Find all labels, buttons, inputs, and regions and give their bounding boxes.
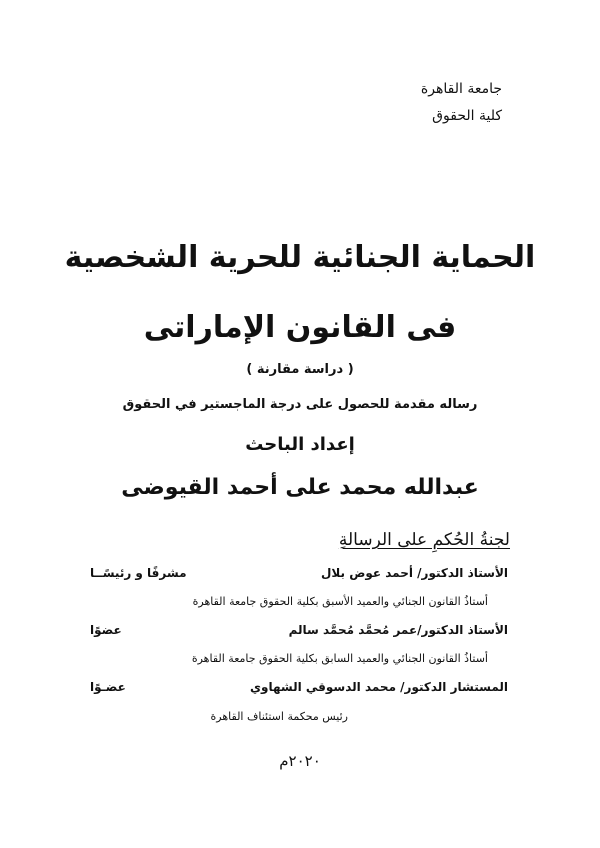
thesis-title-line-2: فى القانون الإماراتى: [143, 310, 457, 345]
committee-member-1-name: الأستاذ الدكتور/ أحمد عوض بلال: [321, 566, 508, 580]
committee-member-2-role: عضوًا: [90, 623, 122, 637]
committee-member-3-name: المستشار الدكتور/ محمد الدسوقي الشهاوي: [250, 680, 508, 694]
faculty-name: كلية الحقوق: [432, 108, 502, 124]
committee-member-2-description: أستاذُ القانون الجنائي والعميد السابق بكلية الحقوق جامعة القاهرة: [191, 652, 488, 665]
committee-member-3-description: رئيس محكمة استئناف القاهرة: [210, 710, 348, 723]
researcher-name: عبدالله محمد على أحمد القيوضى: [121, 475, 479, 500]
committee-member-1-description: أستاذُ القانون الجنائي والعميد الأسبق بكلية الحقوق جامعة القاهرة: [192, 595, 488, 608]
thesis-title-line-1: الحماية الجنائية للحرية الشخصية: [64, 240, 536, 275]
study-type: ( دراسة مقارنة ): [246, 362, 354, 377]
committee-member-2-name: الأستاذ الدكتور/عمر مُحمَّد مُحمَّد سالم: [288, 623, 508, 637]
prepared-by-label: إعداد الباحث: [245, 434, 355, 455]
publication-year: ٢٠٢٠م: [279, 752, 321, 770]
thesis-purpose-line: رساله مقدمة للحصول على درجة الماجستير في الحقوق: [122, 397, 478, 412]
committee-member-1-role: مشرفًا و رئيسًــا: [90, 566, 187, 580]
committee-member-3-role: عضـوًا: [90, 680, 126, 694]
university-name: جامعة القاهرة: [420, 81, 502, 97]
committee-heading: لجنةُ الحُكمِ على الرسالةِ: [338, 530, 510, 550]
